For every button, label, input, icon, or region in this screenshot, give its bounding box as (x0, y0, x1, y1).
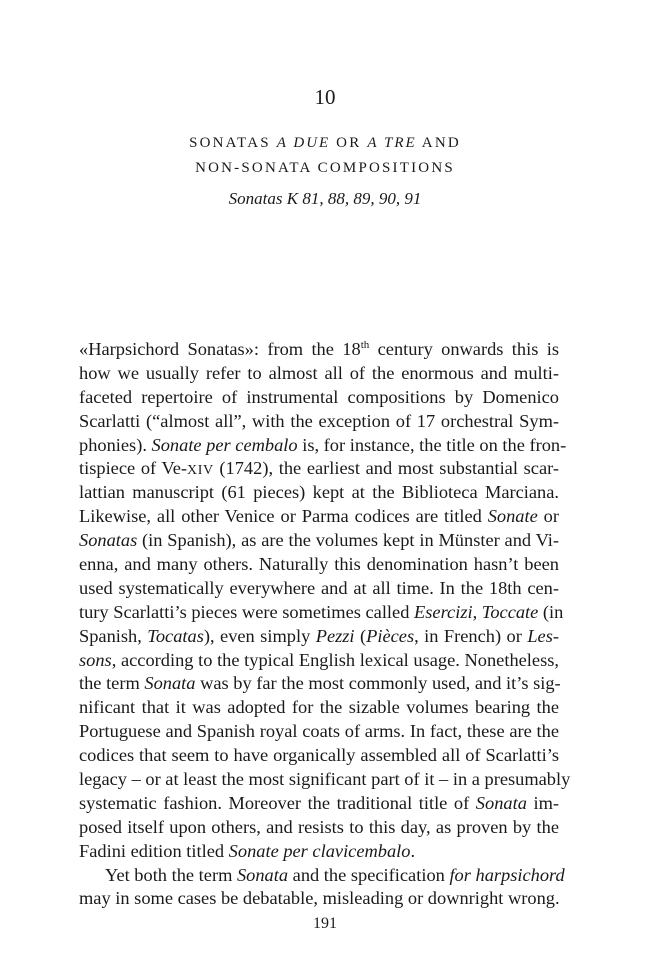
title-italic-text: A TRE (367, 135, 417, 151)
text-run: (in Spanish), as are the volumes kept in Münster and Vi- (137, 530, 559, 551)
text-run: Likewise, all other Venice or Parma codices are titled (79, 506, 488, 527)
text-run: the term (79, 673, 145, 694)
text-run: phonies). (79, 434, 152, 455)
text-line (79, 792, 559, 816)
text-run: ), even simply (203, 625, 316, 646)
text-run: is, for instance, the title on the fron- (297, 434, 567, 455)
text-run: systematic fashion. Moreover the traditional title of (79, 792, 476, 813)
text-line: how we usually refer to almost all of the enormous and multi- (79, 362, 559, 383)
text-line (79, 649, 559, 673)
text-line (79, 457, 559, 481)
italic-run: Sonata (144, 673, 196, 694)
italic-run: Toccate (481, 601, 539, 622)
text-line (79, 505, 559, 529)
text-line (79, 338, 559, 362)
text-run: . (410, 840, 416, 861)
italic-run: Sonate per cembalo (151, 434, 298, 455)
text-run: , in French) or (414, 625, 528, 646)
text-run: Yet both the term (105, 864, 237, 885)
italic-run: Les- (527, 625, 559, 646)
text-run: «Harpsichord Sonatas»: from the 18 (79, 339, 361, 359)
text-line: used systematically everywhere and at all time. In the 18th cen- (79, 577, 559, 598)
text-run: or (537, 506, 560, 527)
italic-run: Sonate per clavicembalo (228, 840, 411, 861)
text-line (79, 864, 565, 888)
italic-run: for harpsichord (449, 864, 565, 885)
italic-run: Sonata (475, 792, 527, 813)
italic-run: Pièces (366, 625, 415, 646)
text-run: , according to the typical English lexical usage. Nonetheless, (111, 649, 559, 670)
text-line: Scarlatti (“almost all”, with the exception of 17 orchestral Sym- (79, 410, 559, 431)
italic-run: Sonata (236, 864, 289, 885)
italic-run: Sonatas (79, 530, 138, 551)
text-line (79, 840, 559, 864)
italic-run: Sonate (487, 506, 538, 527)
small-caps-run: XIV (187, 463, 214, 479)
italic-run: Pezzi (315, 625, 355, 646)
text-run: ( (354, 625, 367, 646)
text-run: (1742), the earliest and most substantial scar- (213, 458, 559, 479)
text-run: tury Scarlatti’s pieces were sometimes called (79, 601, 415, 622)
body-text (79, 338, 571, 911)
text-line: legacy – or at least the most significant part of it – in a presumably (79, 769, 571, 790)
italic-run: Tocatas (147, 625, 204, 646)
title-text: OR (330, 135, 368, 151)
page-number: 191 (313, 915, 337, 932)
chapter-subtitle: Sonatas K 81, 88, 89, 90, 91 (228, 189, 422, 208)
italic-run: Esercizi (414, 601, 473, 622)
text-line: may in some cases be debatable, misleading or downright wrong. (79, 888, 560, 909)
text-run: tispiece of Ve- (79, 458, 188, 479)
text-line: lattian manuscript (61 pieces) kept at the Biblioteca Marciana. (79, 482, 559, 503)
text-run: was by far the most commonly used, and it’s sig- (195, 673, 561, 694)
chapter-title (0, 131, 650, 181)
title-italic-text: A DUE (276, 135, 331, 151)
text-line (79, 529, 559, 553)
text-run: (in (538, 601, 564, 622)
text-line: enna, and many others. Naturally this denomination hasn’t been (79, 554, 559, 575)
text-line: nificant that it was adopted for the sizable volumes bearing the (79, 697, 559, 718)
text-run: century onwards this is (369, 339, 559, 359)
text-line (79, 625, 559, 649)
title-text: AND (416, 135, 461, 151)
text-line: posed itself upon others, and resists to this day, as proven by the (79, 816, 559, 837)
text-line (79, 601, 564, 625)
text-run: Spanish, (79, 625, 148, 646)
chapter-title-line-2: NON-SONATA COMPOSITIONS (195, 160, 455, 176)
text-line (79, 434, 567, 458)
chapter-number: 10 (314, 85, 336, 109)
text-line: Portuguese and Spanish royal coats of arms. In fact, these are the (79, 721, 559, 742)
text-run: im- (526, 792, 559, 813)
title-text: SONATAS (189, 135, 277, 151)
superscript: th (360, 339, 370, 351)
text-line: codices that seem to have organically assembled all of Scarlatti’s (79, 745, 559, 766)
text-run: and the specification (288, 864, 450, 885)
chapter-title-line-1 (0, 131, 650, 156)
text-line (79, 672, 559, 696)
italic-run: sons (79, 649, 112, 670)
text-run: Fadini edition titled (79, 840, 229, 861)
text-line: faceted repertoire of instrumental compositions by Domenico (79, 386, 559, 407)
text-run: , (472, 601, 482, 622)
